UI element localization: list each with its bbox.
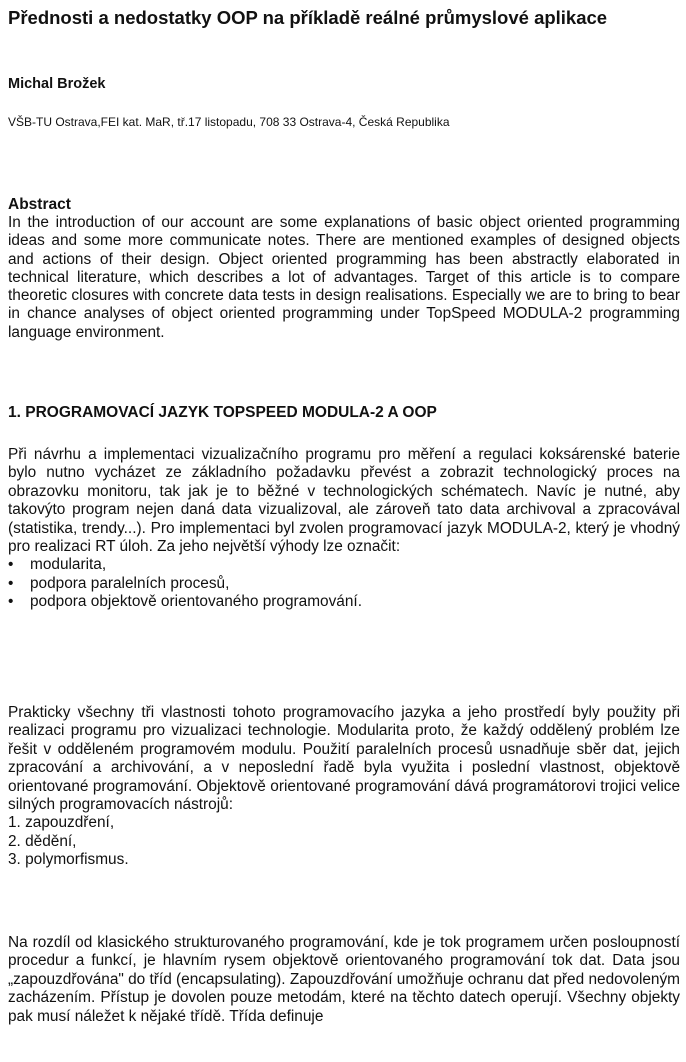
section-heading: 1. PROGRAMOVACÍ JAZYK TOPSPEED MODULA-2 A OOP (8, 404, 437, 421)
section-paragraph-2 (8, 704, 680, 870)
bullet-item (8, 575, 680, 593)
paper-title: Přednosti a nedostatky OOP na příkladě reálné průmyslové aplikace (8, 7, 608, 28)
abstract-heading: Abstract (8, 196, 71, 213)
numbered-item: 1. zapouzdření, (8, 814, 115, 832)
section-paragraph-3 (8, 934, 680, 1026)
author-name: Michal Brožek (8, 76, 106, 92)
bullet-icon: • (8, 574, 14, 592)
bullet-item (8, 556, 680, 574)
author-affiliation: VŠB-TU Ostrava,FEI kat. MaR, tř.17 listopadu, 708 33 Ostrava-4, Česká Republika (8, 115, 450, 129)
numbered-item: 2. dědění, (8, 832, 77, 850)
bullet-text: podpora objektově orientovaného programování. (30, 593, 362, 611)
bullet-text: modularita, (30, 556, 107, 574)
section-paragraph-1 (8, 446, 680, 612)
paragraph-text: Při návrhu a implementaci vizualizačního programu pro měření a regulaci koksárenské baterie bylo nutno vycházet ze základního požadavku převést a zobrazit technologický proces na obrazovku monitoru, tak jak je to běžné v technologických schématech. Navíc je nutné, aby takovýto program nejen daná data vizualizoval, ale zároveň tato data archivoval a zpracovával (statistika, trendy...). Pro implementaci byl zvolen programovací jazyk MODULA-2, který je vhodný pro realizaci RT úloh. Za jeho největší výhody lze označit: (8, 446, 680, 556)
paragraph-text: Na rozdíl od klasického strukturovaného programování, kde je tok programem určen posloupností procedur a funkcí, je hlavním rysem objektově orientovaného programování tok dat. Data jsou „zapouzdřována" do tříd (encapsulating). Zapouzdřování umožňuje ochranu dat před nedovoleným zacházením. Přístup je dovolen pouze metodám, které na těchto datech operují. Všechny objekty pak musí náležet k nějaké třídě. Třída definuje (8, 934, 680, 1025)
paragraph-text: Prakticky všechny tři vlastnosti tohoto programovacího jazyka a jeho prostředí byly použity při realizaci programu pro vizualizaci technologie. Modularita proto, že každý oddělený problém lze řešit v odděleném programovém modulu. Použití paralelních procesů usnadňuje sběr dat, jejich zpracování a archivování, a v neposlední řadě byla využita i poslední vlastnost, objektově orientované programování. Objektově orientované programování dává programátorovi trojici velice silných programovacích nástrojů: (8, 704, 680, 814)
abstract-text: In the introduction of our account are some explanations of basic object oriented programming ideas and some more communicate notes. There are mentioned examples of designed objects and actions of their design. Object oriented programming has been abstractly elaborated in technical literature, which describes a lot of advantages. Target of this article is to compare theoretic closures with concrete data tests in design realisations. Especially we are to bring to bear in chance analyses of object oriented programming under TopSpeed MODULA-2 programming language environment. (8, 214, 680, 341)
numbered-item: 3. polymorfismus. (8, 851, 129, 869)
bullet-icon: • (8, 556, 14, 574)
bullet-item (8, 593, 680, 611)
bullet-text: podpora paralelních procesů, (30, 574, 230, 592)
bullet-icon: • (8, 593, 14, 611)
